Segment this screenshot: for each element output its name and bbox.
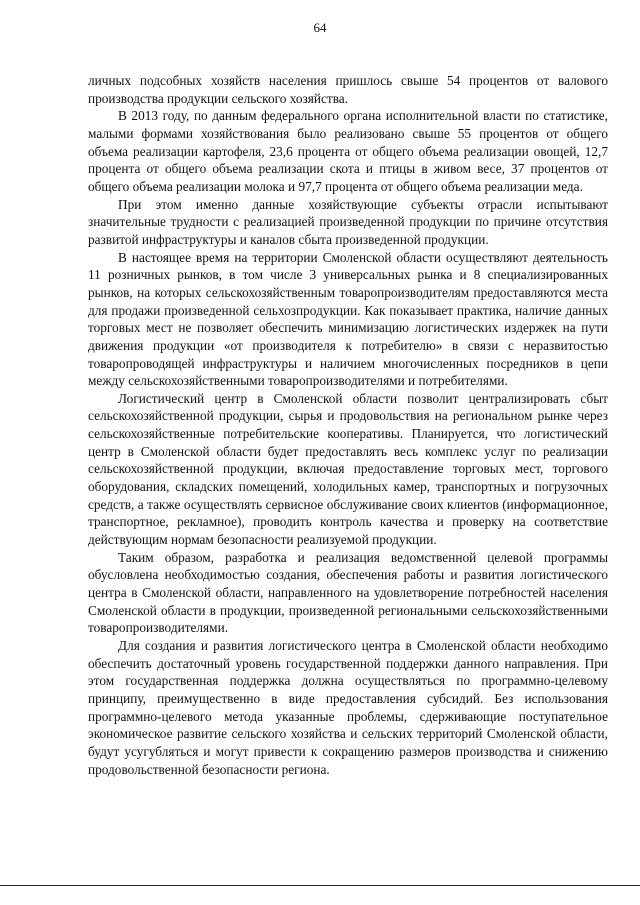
- paragraph-markets: В настоящее время на территории Смоленской области осуществляют деятельность 11 розничных рынков, в том числе 3 универсальных рынка и 8 специализированных рынков, на которых сельскохозяйственным товаропроизводителям предоставляются места для продажи произведенной сельхозпродукции. Как показывает практика, наличие данных торговых мест не позволяет обеспечить минимизацию логистических издержек на пути движения продукции «от производителя к потребителю» в связи с неразвитостью товаропроводящей инфраструктуры и наличием многочисленных посредников в цепи между сельскохозяйственными товаропроизводителями и потребителями.: [88, 249, 608, 389]
- paragraph-state-support: Для создания и развития логистического центра в Смоленской области необходимо обеспечить достаточный уровень государственной поддержки данного направления. При этом государственная поддержка должна осуществляться по программно-целевому принципу, преимущественно в виде предоставления субсидий. Без использования программно-целевого метода указанные проблемы, сдерживающие поступательное экономическое развитие сельского хозяйства и сельских территорий Смоленской области, будут усугубляться и могут привести к сокращению размеров производства и снижению продовольственной безопасности региона.: [88, 638, 608, 777]
- body-text: [88, 72, 608, 778]
- paragraph-2013-sales: В 2013 году, по данным федерального органа исполнительной власти по статистике, малыми формами хозяйствования было реализовано свыше 55 процентов от общего объема реализации картофеля, 23,6 процента от общего объема реализации овощей, 12,7 процента от общего объема реализации скота и птицы в живом весе, 37 процентов от общего объема реализации молока и 97,7 процента от общего объема реализации меда.: [88, 108, 608, 194]
- paragraph-continuation: личных подсобных хозяйств населения пришлось свыше 54 процентов от валового производства продукции сельского хозяйства.: [88, 73, 608, 106]
- paragraph-program-rationale: Таким образом, разработка и реализация ведомственной целевой программы обусловлена необходимостью создания, обеспечения работы и развития логистического центра в Смоленской области, направленного на удовлетворение потребностей населения Смоленской области в продукции, произведенной региональными сельскохозяйственными товаропроизводителями.: [88, 549, 608, 636]
- paragraph-difficulties: При этом именно данные хозяйствующие субъекты отрасли испытывают значительные трудности с реализацией произведенной продукции по причине отсутствия развитой инфраструктуры и каналов сбыта произведенной продукции.: [88, 196, 608, 247]
- paragraph-logistics-center: Логистический центр в Смоленской области позволит централизировать сбыт сельскохозяйственной продукции, сырья и продовольствия на региональном рынке через сельскохозяйственные потребительские кооперативы. Планируется, что логистический центр в Смоленской области будет предоставлять весь комплекс услуг по реализации сельскохозяйственной продукции, включая предоставление торговых мест, торгового оборудования, складских помещений, холодильных камер, транспортных и погрузочных средств, а также осуществлять сервисное обслуживание своих клиентов (информационное, транспортное, рекламное), проводить контроль качества и проверку на соответствие действующим нормам безопасности реализуемой продукции.: [88, 390, 608, 548]
- page-number: 64: [313, 20, 327, 35]
- bottom-rule: [0, 885, 640, 886]
